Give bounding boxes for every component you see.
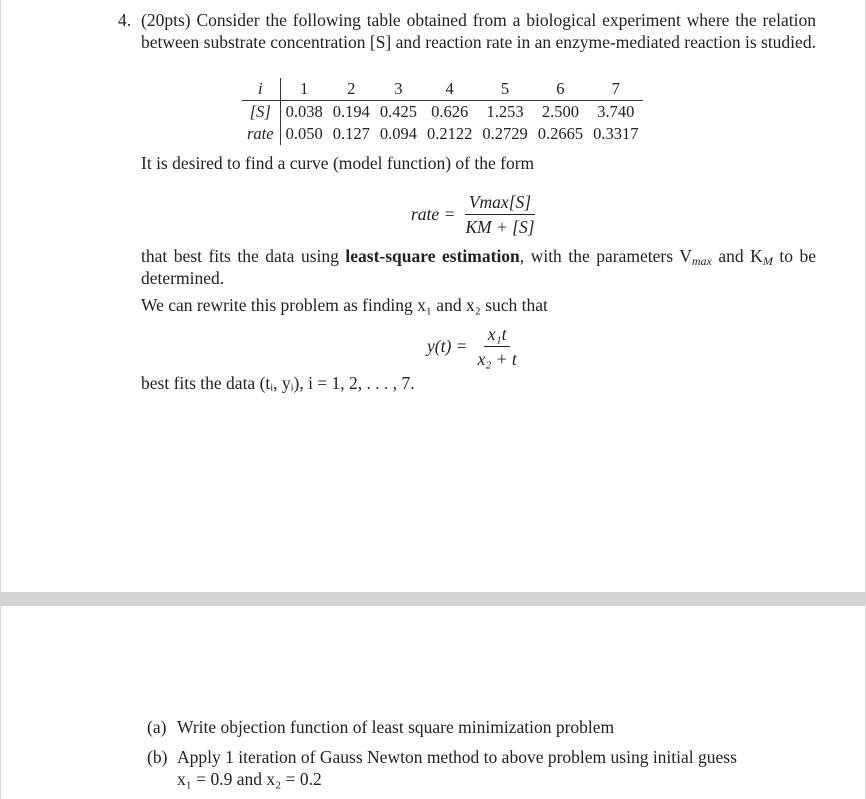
y-equation-numerator: x₁t (484, 324, 511, 347)
table-row (242, 101, 643, 124)
table-row-label: rate (242, 123, 280, 145)
table-header-cell: 5 (477, 78, 532, 101)
table-cell: 0.2122 (426, 124, 473, 143)
part-b-label: (b) (147, 747, 168, 767)
table-row-label: [S] (242, 101, 280, 124)
table-header-cell: 4 (422, 78, 477, 101)
part-a-text: Write objection function of least square minimization problem (177, 717, 615, 737)
rate-equation-fraction (461, 192, 538, 237)
rate-equation-denominator: KM + [S] (465, 217, 535, 237)
table-header-cell: 7 (588, 78, 643, 101)
table-cell: 0.3317 (593, 124, 639, 143)
document-page-2 (0, 606, 866, 799)
y-equation-denominator: x₂ + t (477, 349, 517, 369)
part-b-text: Apply 1 iteration of Gauss Newton method to above problem using initial guess (177, 747, 737, 767)
table-header-cell: 2 (328, 78, 375, 101)
table-header-cell: 6 (533, 78, 588, 101)
table-cell: 0.194 (332, 102, 370, 121)
fits-text-and: and K (711, 246, 763, 266)
question-number: 4. (118, 10, 132, 30)
y-equation-lhs: y(t) = (427, 336, 468, 356)
table-cell: 3.740 (597, 102, 635, 121)
y-equation-fraction (473, 324, 520, 369)
table-cell: 0.094 (379, 124, 417, 143)
fits-text-vmax-sub: max (691, 254, 712, 268)
rate-equation-numerator: Vmax[S] (465, 192, 535, 215)
table-header-label: i (242, 78, 280, 101)
table-cell: 2.500 (541, 102, 579, 121)
fits-text-km-sub: M (762, 254, 773, 268)
rewrite-text: We can rewrite this problem as finding x₁ and x₂ such that (141, 295, 548, 315)
table-cell: 0.038 (285, 102, 323, 121)
table-row (242, 123, 643, 145)
list-item (147, 746, 817, 790)
table-cell: 1.253 (486, 102, 524, 121)
table-header-cell: 1 (280, 78, 328, 101)
table-cell: 0.2729 (482, 124, 528, 143)
part-b-continuation: x₁ = 0.9 and x₂ = 0.2 (177, 769, 322, 789)
rate-equation-lhs: rate = (411, 204, 456, 224)
fits-text-bold: least-square estimation (345, 246, 520, 266)
table-cell: 0.425 (379, 102, 417, 121)
table-cell: 0.127 (332, 124, 370, 143)
desired-text: It is desired to find a curve (model function) of the form (141, 153, 535, 173)
table-cell: 0.050 (285, 124, 323, 143)
table-header-row (242, 78, 643, 101)
table-header-cell: 3 (375, 78, 422, 101)
table-cell: 0.2665 (537, 124, 584, 143)
fits-text-end: to be determined. (141, 246, 817, 288)
table-cell: 0.626 (431, 102, 469, 121)
fits-text-post: , with the parameters V (519, 246, 692, 266)
page-separator (0, 592, 866, 606)
y-equation (427, 324, 521, 369)
fits-text-pre: that best fits the data using (141, 246, 346, 266)
question-intro: (20pts) Consider the following table obtained from a biological experiment where the relation between substrate concentration [S] and reaction rate in an enzyme-mediated reaction is studied. (141, 10, 816, 52)
bestfits-text: best fits the data (tᵢ, yᵢ), i = 1, 2, . . . , 7. (141, 373, 415, 393)
part-a-label: (a) (147, 717, 167, 737)
data-table (242, 78, 643, 145)
rate-equation (411, 192, 539, 237)
list-item (147, 716, 817, 738)
fits-paragraph (141, 245, 816, 289)
